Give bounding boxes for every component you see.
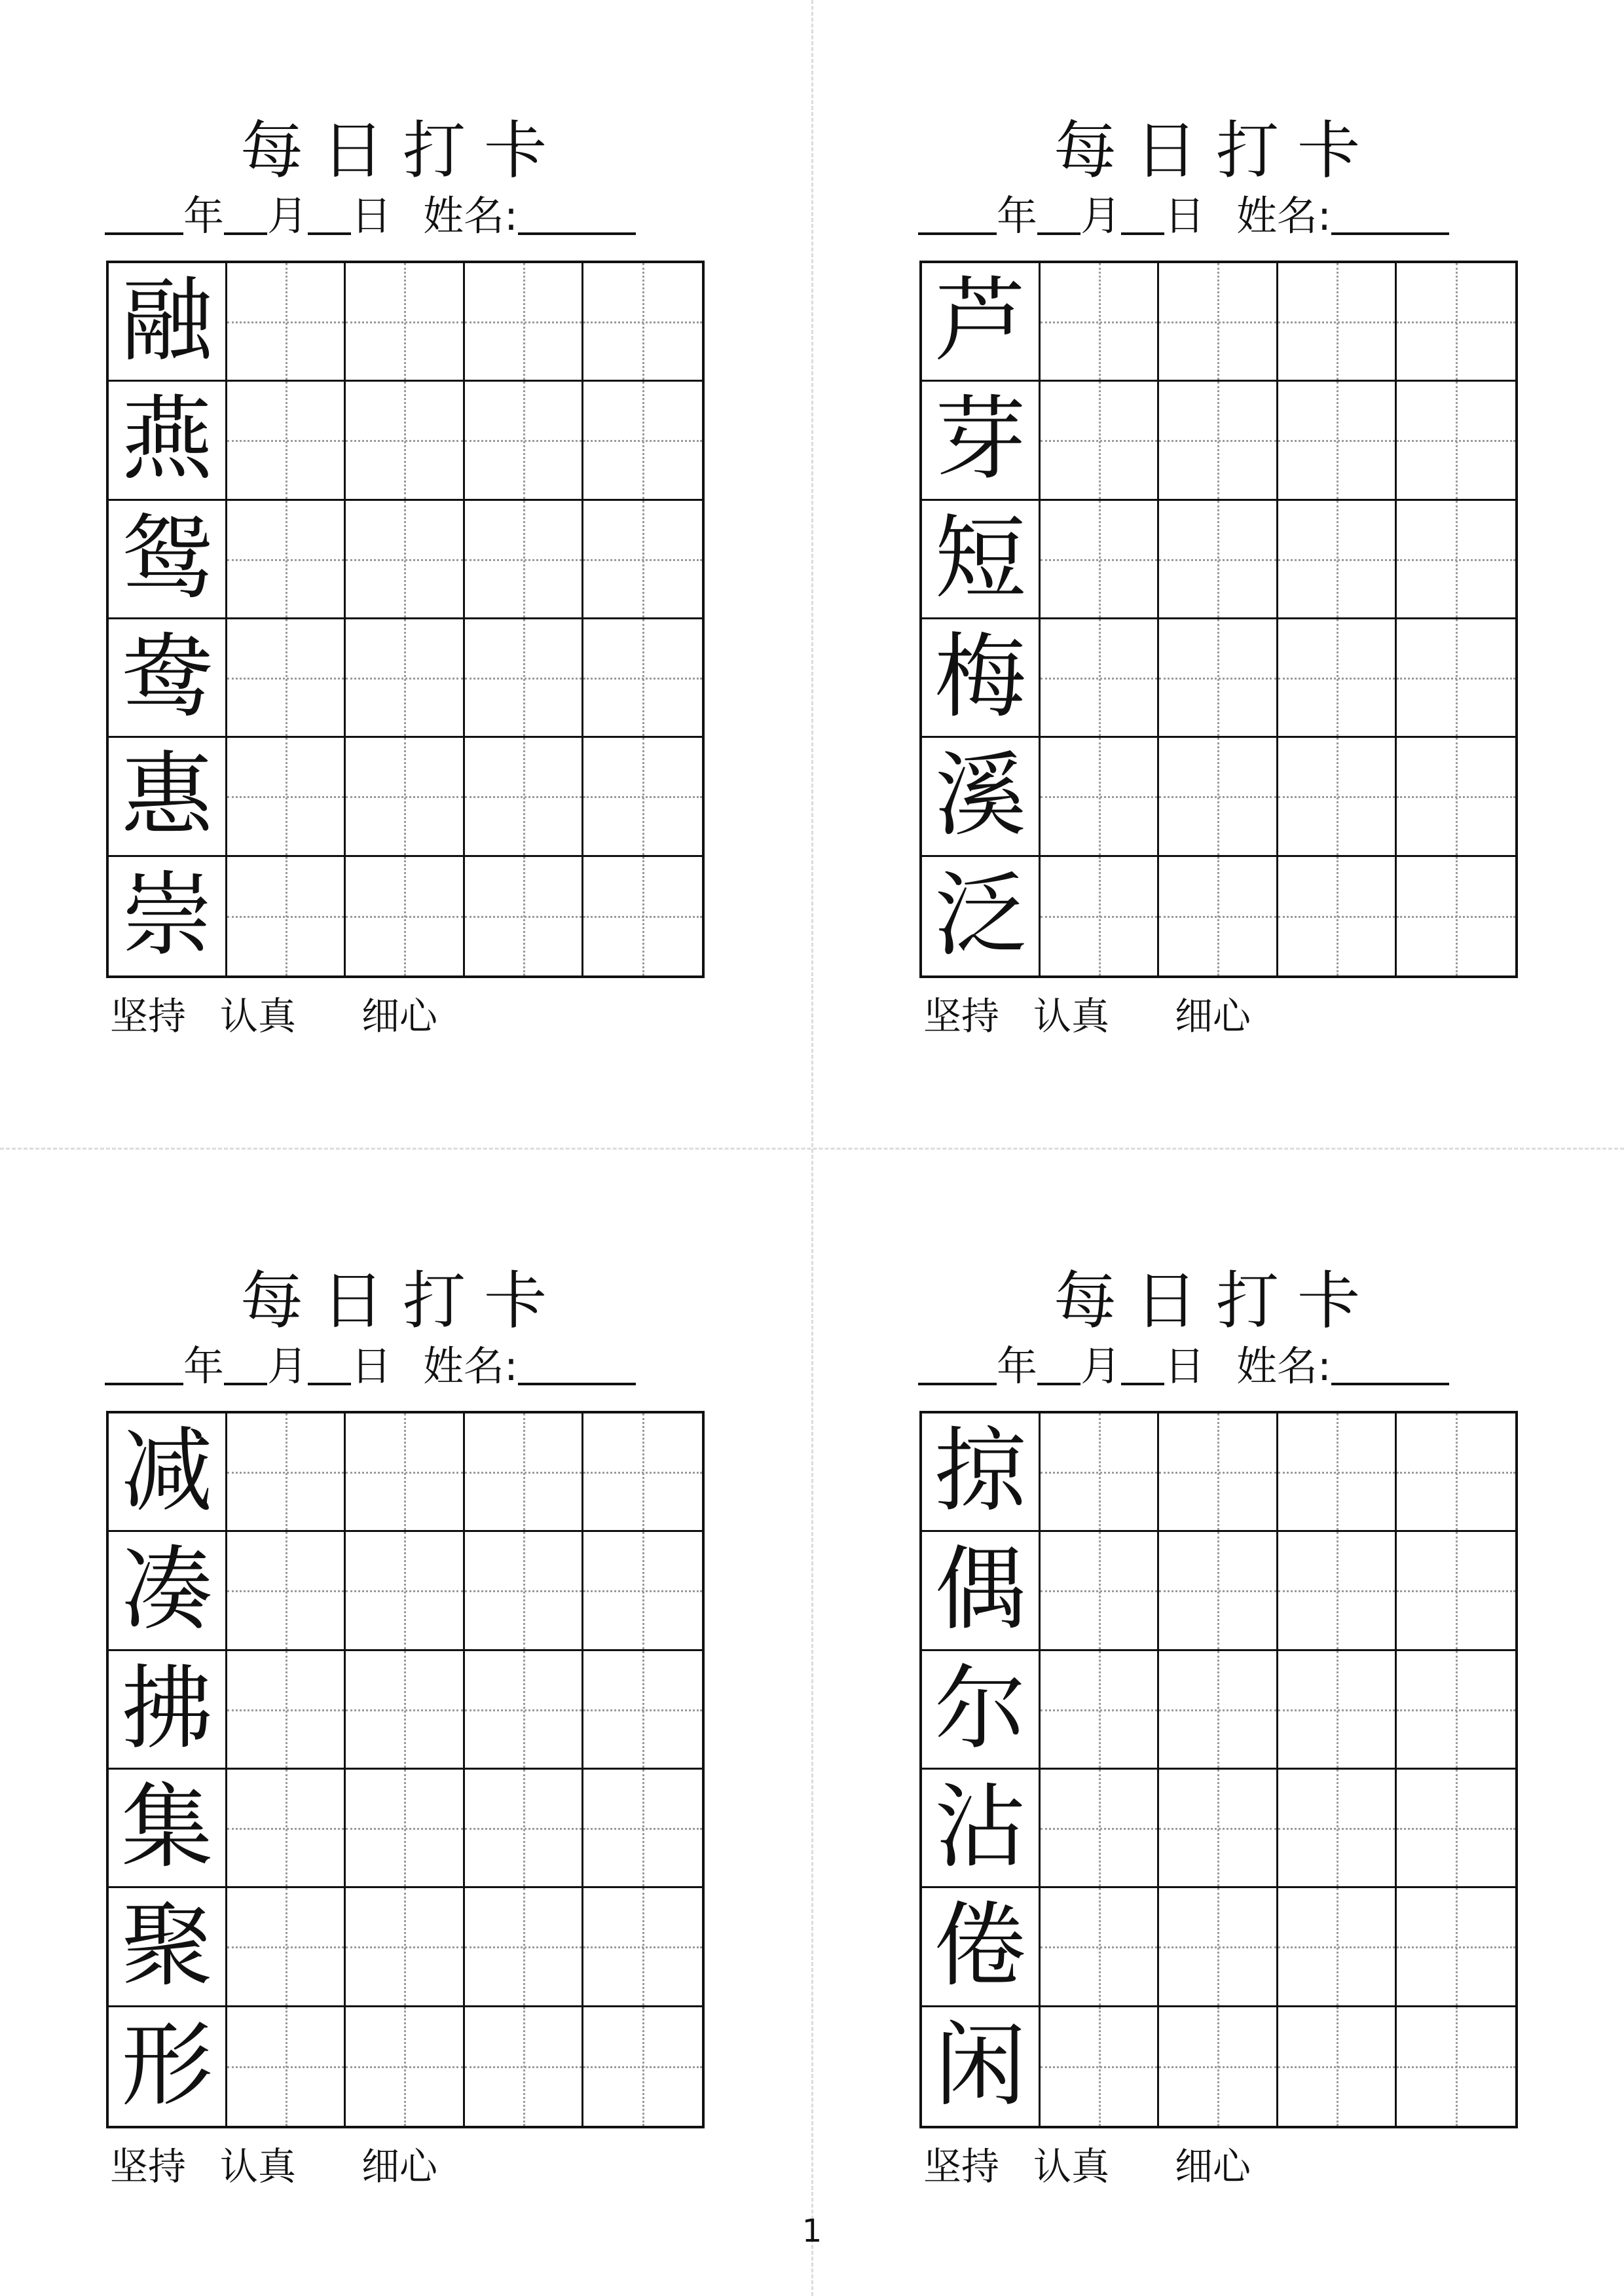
practice-cell[interactable]: [346, 382, 464, 500]
practice-cell[interactable]: [583, 738, 702, 856]
model-character: 短: [922, 501, 1039, 617]
practice-cell[interactable]: [1041, 1651, 1159, 1770]
practice-cell[interactable]: [465, 1651, 583, 1770]
practice-cell[interactable]: [583, 857, 702, 975]
model-character: 凑: [109, 1532, 225, 1649]
card-title: 每日打卡: [240, 1264, 565, 1338]
practice-card: [912, 1150, 1573, 2276]
motto-word: 认真: [220, 2144, 297, 2189]
practice-cell[interactable]: [583, 2007, 702, 2126]
motto-word: 坚持: [110, 994, 187, 1038]
motto-word: 坚持: [923, 2144, 1000, 2189]
month-blank[interactable]: [224, 1383, 267, 1385]
practice-cell[interactable]: [465, 2007, 583, 2126]
practice-cell[interactable]: [346, 1651, 464, 1770]
practice-cell[interactable]: [583, 263, 702, 382]
practice-cell[interactable]: [1159, 1532, 1278, 1650]
model-character-cell: [922, 857, 1041, 975]
practice-cell[interactable]: [227, 1770, 346, 1888]
model-character: 掠: [922, 1413, 1039, 1530]
day-label: 日: [1164, 192, 1206, 240]
horizontal-cut-line: [0, 1148, 1624, 1150]
practice-cell[interactable]: [1397, 857, 1515, 975]
model-character-cell: [922, 1888, 1041, 2007]
practice-card: [912, 0, 1573, 1126]
practice-cell[interactable]: [1159, 382, 1278, 500]
practice-cell[interactable]: [465, 619, 583, 738]
practice-cell[interactable]: [1278, 738, 1397, 856]
practice-cell[interactable]: [1159, 501, 1278, 619]
month-blank[interactable]: [1037, 1383, 1080, 1385]
model-character-cell: [109, 1413, 227, 1532]
motto-line: [923, 990, 1285, 1042]
model-character-cell: [922, 501, 1041, 619]
model-character-cell: [109, 1888, 227, 2007]
name-blank[interactable]: [1331, 1383, 1449, 1385]
month-blank[interactable]: [1037, 232, 1080, 235]
model-character: 芦: [922, 263, 1039, 380]
motto-line: [110, 990, 471, 1042]
motto-line: [923, 2140, 1285, 2193]
year-label: 年: [997, 1342, 1038, 1390]
practice-cell[interactable]: [1397, 382, 1515, 500]
practice-cell[interactable]: [583, 501, 702, 619]
practice-cell[interactable]: [1159, 263, 1278, 382]
model-character: 融: [109, 263, 225, 380]
day-label: 日: [1164, 1342, 1206, 1390]
month-label: 月: [267, 192, 308, 240]
name-blank[interactable]: [518, 1383, 636, 1385]
practice-cell[interactable]: [583, 1770, 702, 1888]
motto-word: 细心: [1175, 2144, 1251, 2189]
model-character-cell: [109, 382, 227, 500]
date-name-line: [918, 1340, 1534, 1393]
practice-cell[interactable]: [227, 2007, 346, 2126]
practice-cell[interactable]: [1159, 857, 1278, 975]
practice-cell[interactable]: [583, 1532, 702, 1650]
practice-cell[interactable]: [1397, 738, 1515, 856]
practice-cell[interactable]: [227, 263, 346, 382]
name-label: 姓名:: [1236, 192, 1331, 240]
practice-cell[interactable]: [346, 1413, 464, 1532]
practice-cell[interactable]: [1041, 619, 1159, 738]
model-character: 尔: [922, 1651, 1039, 1768]
model-character: 梅: [922, 619, 1039, 736]
practice-cell[interactable]: [346, 619, 464, 738]
practice-cell[interactable]: [1041, 1888, 1159, 2007]
practice-cell[interactable]: [1397, 501, 1515, 619]
practice-cell[interactable]: [1159, 1413, 1278, 1532]
practice-cell[interactable]: [227, 382, 346, 500]
practice-card: [98, 0, 760, 1126]
year-label: 年: [183, 192, 225, 240]
model-character: 倦: [922, 1888, 1039, 2005]
model-character-cell: [922, 738, 1041, 856]
model-character-cell: [922, 1532, 1041, 1650]
practice-cell[interactable]: [1278, 1888, 1397, 2007]
model-character-cell: [109, 1532, 227, 1650]
practice-cell[interactable]: [465, 1532, 583, 1650]
practice-cell[interactable]: [1278, 619, 1397, 738]
day-blank[interactable]: [308, 232, 351, 235]
practice-cell[interactable]: [346, 738, 464, 856]
model-character: 形: [109, 2007, 225, 2126]
practice-cell[interactable]: [346, 501, 464, 619]
writing-grid: [106, 261, 705, 978]
practice-cell[interactable]: [583, 1651, 702, 1770]
model-character-cell: [922, 1770, 1041, 1888]
practice-cell[interactable]: [1041, 1532, 1159, 1650]
practice-cell[interactable]: [1041, 738, 1159, 856]
date-name-line: [105, 1340, 720, 1393]
practice-cell[interactable]: [465, 738, 583, 856]
model-character-cell: [109, 1770, 227, 1888]
model-character-cell: [922, 2007, 1041, 2126]
date-name-line: [918, 190, 1534, 242]
month-label: 月: [1080, 192, 1122, 240]
practice-cell[interactable]: [465, 501, 583, 619]
card-title: 每日打卡: [240, 114, 565, 187]
practice-cell[interactable]: [227, 1413, 346, 1532]
motto-word: 细心: [361, 2144, 438, 2189]
practice-cell[interactable]: [346, 2007, 464, 2126]
model-character-cell: [922, 1651, 1041, 1770]
practice-cell[interactable]: [346, 857, 464, 975]
model-character: 拂: [109, 1651, 225, 1768]
motto-word: 认真: [1033, 994, 1110, 1038]
practice-cell[interactable]: [1278, 382, 1397, 500]
name-blank[interactable]: [518, 232, 636, 235]
practice-cell[interactable]: [227, 1888, 346, 2007]
day-blank[interactable]: [1121, 232, 1164, 235]
practice-cell[interactable]: [1397, 1413, 1515, 1532]
practice-cell[interactable]: [1278, 857, 1397, 975]
practice-cell[interactable]: [583, 619, 702, 738]
practice-cell[interactable]: [1041, 857, 1159, 975]
practice-cell[interactable]: [1159, 1888, 1278, 2007]
practice-cell[interactable]: [1159, 738, 1278, 856]
day-blank[interactable]: [308, 1383, 351, 1385]
year-label: 年: [183, 1342, 225, 1390]
practice-cell[interactable]: [465, 1770, 583, 1888]
practice-cell[interactable]: [1159, 1651, 1278, 1770]
practice-cell[interactable]: [346, 263, 464, 382]
practice-cell[interactable]: [1397, 263, 1515, 382]
practice-cell[interactable]: [1278, 1532, 1397, 1650]
practice-cell[interactable]: [1278, 263, 1397, 382]
motto-line: [110, 2140, 471, 2193]
model-character-cell: [922, 1413, 1041, 1532]
model-character-cell: [922, 382, 1041, 500]
practice-cell[interactable]: [1041, 501, 1159, 619]
year-label: 年: [997, 192, 1038, 240]
practice-cell[interactable]: [1041, 382, 1159, 500]
model-character: 聚: [109, 1888, 225, 2005]
practice-cell[interactable]: [227, 857, 346, 975]
practice-cell[interactable]: [1041, 2007, 1159, 2126]
motto-word: 细心: [1175, 994, 1251, 1038]
practice-cell[interactable]: [1041, 1770, 1159, 1888]
model-character-cell: [109, 619, 227, 738]
practice-cell[interactable]: [227, 738, 346, 856]
model-character-cell: [109, 857, 227, 975]
practice-cell[interactable]: [1041, 1413, 1159, 1532]
practice-cell[interactable]: [1278, 1651, 1397, 1770]
practice-cell[interactable]: [1397, 1770, 1515, 1888]
model-character: 芽: [922, 382, 1039, 498]
model-character: 溪: [922, 738, 1039, 854]
writing-grid: [106, 1411, 705, 2128]
month-label: 月: [1080, 1342, 1122, 1390]
practice-cell[interactable]: [1159, 2007, 1278, 2126]
model-character-cell: [109, 501, 227, 619]
date-name-line: [105, 190, 720, 242]
practice-cell[interactable]: [227, 1532, 346, 1650]
model-character-cell: [109, 263, 227, 382]
practice-cell[interactable]: [1397, 1532, 1515, 1650]
practice-cell[interactable]: [465, 1413, 583, 1532]
model-character: 崇: [109, 857, 225, 975]
practice-cell[interactable]: [1041, 263, 1159, 382]
model-character: 闲: [922, 2007, 1039, 2126]
practice-cell[interactable]: [583, 382, 702, 500]
month-blank[interactable]: [224, 232, 267, 235]
practice-cell[interactable]: [583, 1413, 702, 1532]
writing-grid: [919, 1411, 1518, 2128]
day-label: 日: [351, 192, 392, 240]
name-label: 姓名:: [423, 1342, 518, 1390]
card-title: 每日打卡: [1054, 114, 1378, 187]
year-blank[interactable]: [918, 1383, 997, 1385]
motto-word: 认真: [220, 994, 297, 1038]
practice-cell[interactable]: [1278, 1770, 1397, 1888]
practice-cell[interactable]: [1159, 1770, 1278, 1888]
practice-cell[interactable]: [227, 501, 346, 619]
motto-word: 细心: [361, 994, 438, 1038]
day-blank[interactable]: [1121, 1383, 1164, 1385]
model-character: 泛: [922, 857, 1039, 975]
model-character: 减: [109, 1413, 225, 1530]
practice-cell[interactable]: [346, 1770, 464, 1888]
model-character: 惠: [109, 738, 225, 854]
year-blank[interactable]: [918, 232, 997, 235]
practice-cell[interactable]: [1397, 1651, 1515, 1770]
model-character-cell: [922, 619, 1041, 738]
practice-cell[interactable]: [583, 1888, 702, 2007]
practice-cell[interactable]: [1159, 619, 1278, 738]
model-character: 鸯: [109, 619, 225, 736]
practice-cell[interactable]: [465, 1888, 583, 2007]
practice-cell[interactable]: [465, 382, 583, 500]
model-character: 沾: [922, 1770, 1039, 1886]
model-character: 鸳: [109, 501, 225, 617]
motto-word: 认真: [1033, 2144, 1110, 2189]
practice-card: [98, 1150, 760, 2276]
name-label: 姓名:: [1236, 1342, 1331, 1390]
model-character: 偶: [922, 1532, 1039, 1649]
model-character-cell: [109, 2007, 227, 2126]
practice-cell[interactable]: [227, 1651, 346, 1770]
year-blank[interactable]: [105, 232, 183, 235]
model-character-cell: [109, 1651, 227, 1770]
practice-cell[interactable]: [1278, 2007, 1397, 2126]
motto-word: 坚持: [110, 2144, 187, 2189]
year-blank[interactable]: [105, 1383, 183, 1385]
practice-cell[interactable]: [1397, 2007, 1515, 2126]
practice-cell[interactable]: [346, 1532, 464, 1650]
practice-cell[interactable]: [465, 263, 583, 382]
page-number: 1: [802, 2213, 822, 2250]
day-label: 日: [351, 1342, 392, 1390]
name-label: 姓名:: [423, 192, 518, 240]
model-character-cell: [922, 263, 1041, 382]
name-blank[interactable]: [1331, 232, 1449, 235]
practice-cell[interactable]: [1278, 501, 1397, 619]
model-character: 集: [109, 1770, 225, 1886]
writing-grid: [919, 261, 1518, 978]
model-character-cell: [109, 738, 227, 856]
practice-cell[interactable]: [1278, 1413, 1397, 1532]
model-character: 燕: [109, 382, 225, 498]
practice-cell[interactable]: [1397, 1888, 1515, 2007]
practice-cell[interactable]: [227, 619, 346, 738]
practice-cell[interactable]: [465, 857, 583, 975]
motto-word: 坚持: [923, 994, 1000, 1038]
month-label: 月: [267, 1342, 308, 1390]
practice-cell[interactable]: [346, 1888, 464, 2007]
card-title: 每日打卡: [1054, 1264, 1378, 1338]
practice-cell[interactable]: [1397, 619, 1515, 738]
